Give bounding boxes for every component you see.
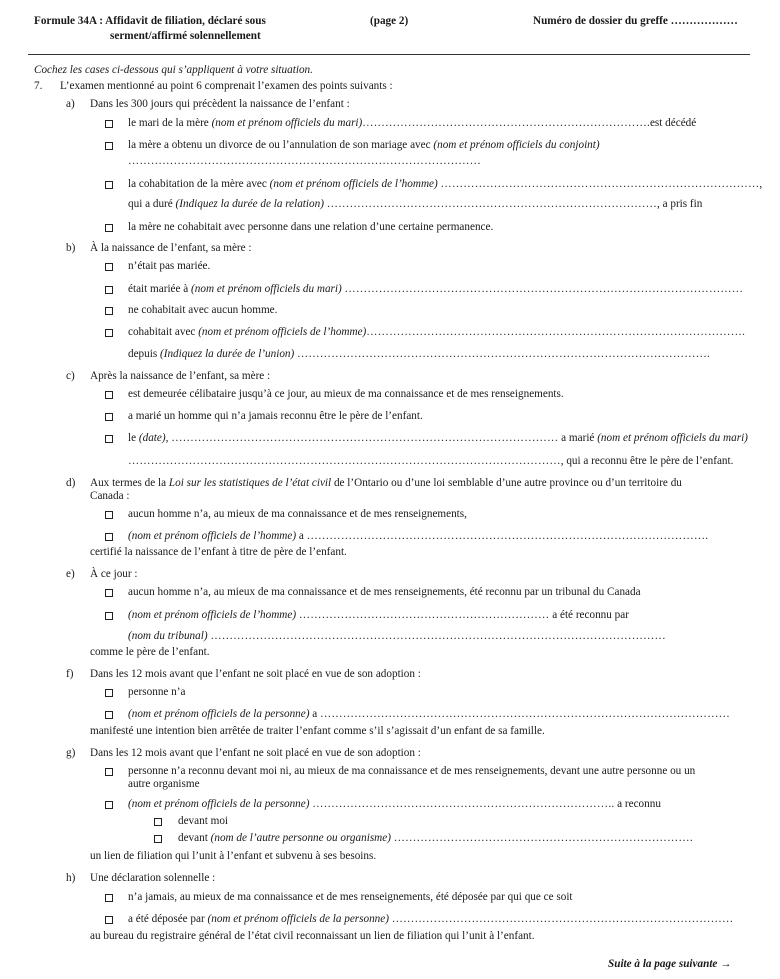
option-text: la cohabitation de la mère avec (nom et prénom officiels de l’homme) …………………………………………………………………………, [128, 178, 763, 190]
checkbox[interactable] [105, 511, 113, 519]
option-tail: un lien de filiation qui l’unit à l’enfant et subvenu à ses besoins. [90, 850, 377, 862]
sub-option-text: devant moi [178, 815, 229, 827]
option-tail: certifié la naissance de l’enfant à titre de père de l’enfant. [90, 546, 347, 558]
checkbox[interactable] [105, 181, 113, 189]
option-text: est demeurée célibataire jusqu’à ce jour, au mieux de ma connaissance et de mes renseignements. [128, 388, 564, 400]
option-text: qui a duré (Indiquez la durée de la relation) ……………………………………………………………………………, a pris fin [128, 198, 703, 210]
section-title-cont: Canada : [90, 490, 130, 502]
section-letter: h) [66, 872, 76, 884]
section-letter: d) [66, 477, 76, 489]
option-text-cont: autre organisme [128, 778, 200, 790]
option-text: (nom et prénom officiels de l’homme) ………………………………………………………… a été reconnu par [128, 609, 629, 621]
checkbox[interactable] [105, 435, 113, 443]
checkbox[interactable] [105, 286, 113, 294]
checkbox[interactable] [105, 120, 113, 128]
option-text: cohabitait avec (nom et prénom officiels de l’homme)………………………………………………………………………………………. [128, 326, 746, 338]
option-text: était mariée à (nom et prénom officiels du mari) …………………………………………………………………………………………… [128, 283, 744, 295]
checkbox[interactable] [105, 307, 113, 315]
option-text: (nom du tribunal) ………………………………………………………………………………………………………… [128, 630, 666, 642]
option-text: n’a jamais, au mieux de ma connaissance et de mes renseignements, été déposée par qui que ce soit [128, 891, 573, 903]
option-text: a été déposée par (nom et prénom officiels de la personne) ……………………………………………………………………………… [128, 913, 734, 925]
checkbox[interactable] [105, 894, 113, 902]
header-rule [28, 54, 750, 55]
checkbox[interactable] [105, 916, 113, 924]
checkbox[interactable] [154, 835, 162, 843]
option-text: aucun homme n’a, au mieux de ma connaissance et de mes renseignements, [128, 508, 467, 520]
option-text: ……………………………………………………………………………………………………, qui a reconnu être le père de l’enfant. [128, 455, 734, 467]
checkbox[interactable] [105, 533, 113, 541]
checkbox[interactable] [105, 413, 113, 421]
form-title: Formule 34A : Affidavit de filiation, déclaré sous [34, 15, 266, 27]
checkbox[interactable] [105, 801, 113, 809]
court-file-number[interactable]: Numéro de dossier du greffe ……………… [533, 15, 738, 27]
option-tail: manifesté une intention bien arrêtée de traiter l’enfant comme s’il s’agissait d’un enfant de sa famille. [90, 725, 545, 737]
fill-in-line[interactable]: ………………………………………………………………………………… [128, 155, 482, 167]
item-intro: L’examen mentionné au point 6 comprenait l’examen des points suivants : [60, 80, 393, 92]
form-title-line2: serment/affirmé solennellement [110, 30, 261, 42]
instruction: Cochez les cases ci-dessous qui s’appliquent à votre situation. [34, 64, 313, 76]
checkbox[interactable] [105, 612, 113, 620]
section-letter: g) [66, 747, 76, 759]
section-title: Dans les 300 jours qui précèdent la naissance de l’enfant : [90, 98, 350, 110]
section-letter: e) [66, 568, 75, 580]
option-tail: au bureau du registraire général de l’état civil reconnaissant un lien de filiation qui l’unit à l’enfant. [90, 930, 535, 942]
continue-note: Suite à la page suivante → [608, 958, 732, 970]
checkbox[interactable] [105, 329, 113, 337]
checkbox[interactable] [105, 224, 113, 232]
option-text: le mari de la mère (nom et prénom officiels du mari)………………………………………………………………….est décédé [128, 117, 697, 129]
section-title: Aux termes de la Loi sur les statistiques de l’état civil de l’Ontario ou d’une loi semblable d’une autre province ou d’un territoire du [90, 477, 682, 489]
section-letter: f) [66, 668, 74, 680]
checkbox[interactable] [105, 263, 113, 271]
option-tail: comme le père de l’enfant. [90, 646, 210, 658]
section-letter: a) [66, 98, 75, 110]
section-letter: c) [66, 370, 75, 382]
option-text: aucun homme n’a, au mieux de ma connaissance et de mes renseignements, été reconnu par un tribunal du Canada [128, 586, 641, 598]
page-number: (page 2) [370, 15, 409, 27]
option-text: a marié un homme qui n’a jamais reconnu être le père de l’enfant. [128, 410, 423, 422]
checkbox[interactable] [105, 711, 113, 719]
option-text: la mère a obtenu un divorce de ou l’annulation de son mariage avec (nom et prénom officiels du conjoint) [128, 139, 600, 151]
option-text: (nom et prénom officiels de la personne) …………………………………………………………………….. a reconnu [128, 798, 661, 810]
item-number: 7. [34, 80, 43, 92]
option-text: le (date), ………………………………………………………………………………………… a marié (nom et prénom officiels du mari) [128, 432, 748, 444]
option-text: depuis (Indiquez la durée de l’union) ………………………………………………………………………………………………. [128, 348, 710, 360]
checkbox[interactable] [154, 818, 162, 826]
option-text: (nom et prénom officiels de l’homme) a ……………………………………………………………………………………………. [128, 530, 709, 542]
option-text: ne cohabitait avec aucun homme. [128, 304, 278, 316]
section-letter: b) [66, 242, 76, 254]
checkbox[interactable] [105, 391, 113, 399]
option-text: personne n’a [128, 686, 186, 698]
section-title: À ce jour : [90, 568, 138, 580]
sub-option-text: devant (nom de l’autre personne ou organisme) ……………………………………………………………………. [178, 832, 693, 844]
section-title: À la naissance de l’enfant, sa mère : [90, 242, 252, 254]
option-text: personne n’a reconnu devant moi ni, au mieux de ma connaissance et de mes renseignements, devant une autre personne ou un [128, 765, 696, 777]
section-title: Après la naissance de l’enfant, sa mère : [90, 370, 271, 382]
checkbox[interactable] [105, 142, 113, 150]
checkbox[interactable] [105, 768, 113, 776]
section-title: Dans les 12 mois avant que l’enfant ne soit placé en vue de son adoption : [90, 668, 421, 680]
section-title: Dans les 12 mois avant que l’enfant ne soit placé en vue de son adoption : [90, 747, 421, 759]
section-title: Une déclaration solennelle : [90, 872, 216, 884]
option-text: (nom et prénom officiels de la personne) a ……………………………………………………………………………………………… [128, 708, 730, 720]
checkbox[interactable] [105, 689, 113, 697]
option-text: la mère ne cohabitait avec personne dans une relation d’une certaine permanence. [128, 221, 494, 233]
option-text: n’était pas mariée. [128, 260, 211, 272]
checkbox[interactable] [105, 589, 113, 597]
